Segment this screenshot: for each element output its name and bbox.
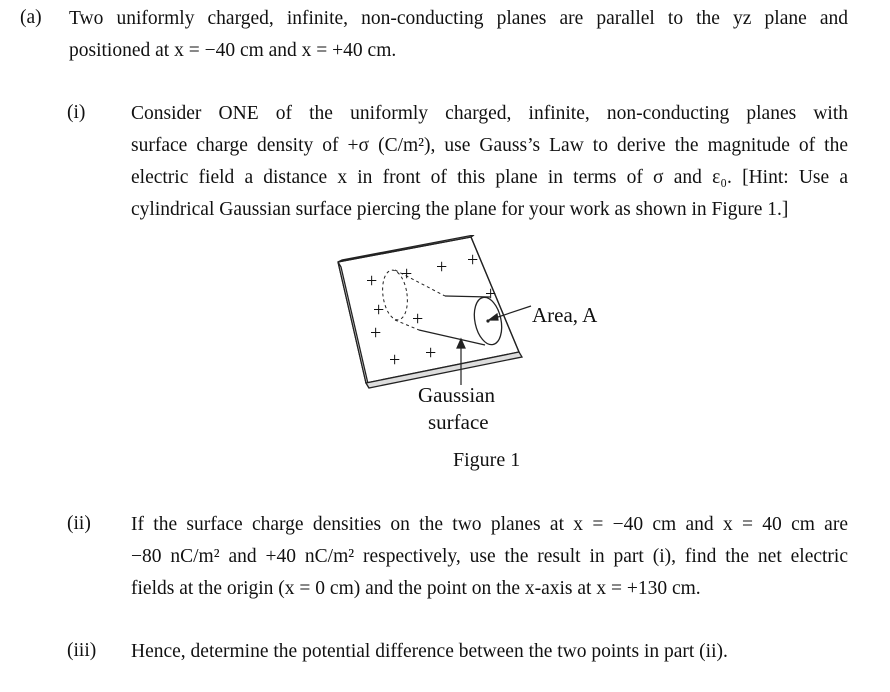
gaussian-label-2: surface: [428, 410, 489, 434]
area-label: Area, A: [532, 303, 598, 327]
part-ii-label: (ii): [67, 513, 91, 534]
part-i-line-3: electric field a distance x in front of this plane in terms of σ and ε₀. [Hint: Use a: [131, 167, 848, 188]
part-ii-line-2: −80 nC/m² and +40 nC/m² respectively, use the result in part (i), find the net electric: [131, 546, 848, 567]
plus-sign: +: [425, 342, 437, 364]
plus-sign: +: [389, 349, 401, 371]
plus-sign: +: [401, 263, 413, 285]
part-ii-line-1: If the surface charge densities on the two planes at x = −40 cm and x = 40 cm are: [131, 514, 848, 535]
part-a-line-2: positioned at x = −40 cm and x = +40 cm.: [69, 40, 397, 61]
part-ii-line-3: fields at the origin (x = 0 cm) and the point on the x-axis at x = +130 cm.: [131, 578, 701, 599]
gaussian-label-1: Gaussian: [418, 383, 495, 407]
plus-sign: +: [373, 299, 385, 321]
plus-sign: +: [366, 270, 378, 292]
part-i-label: (i): [67, 102, 86, 123]
plus-sign: +: [467, 249, 479, 271]
part-iii-line-1: Hence, determine the potential difference between the two points in part (ii).: [131, 641, 728, 662]
part-a-label: (a): [20, 7, 42, 28]
plus-sign: +: [412, 308, 424, 330]
part-i-line-2: surface charge density of +σ (C/m²), use Gauss’s Law to derive the magnitude of the: [131, 135, 848, 156]
plus-sign: +: [436, 256, 448, 278]
figure-caption: Figure 1: [453, 449, 521, 471]
part-i-line-1: Consider ONE of the uniformly charged, infinite, non-conducting planes with: [131, 103, 848, 124]
part-a-line-1: Two uniformly charged, infinite, non-conducting planes are parallel to the yz plane and: [69, 8, 848, 29]
plus-sign: +: [370, 322, 382, 344]
part-i-line-4: cylindrical Gaussian surface piercing the plane for your work as shown in Figure 1.]: [131, 199, 789, 220]
plus-sign: +: [485, 283, 497, 305]
part-iii-label: (iii): [67, 640, 97, 661]
